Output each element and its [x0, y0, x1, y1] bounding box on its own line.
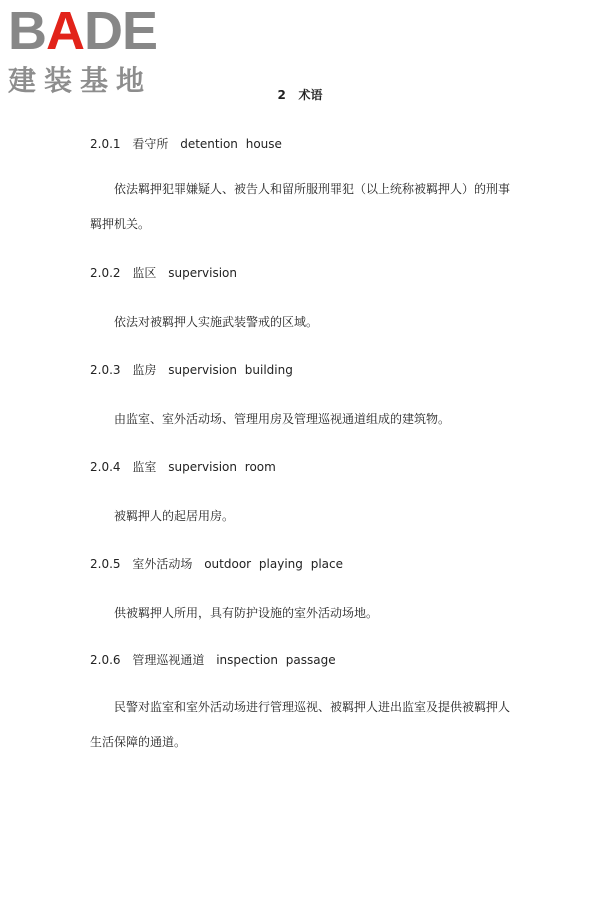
- term-definition: 被羁押人的起居用房。: [114, 509, 235, 523]
- term-definition: 依法羁押犯罪嫌疑人、被告人和留所服刑罪犯（以上统称被羁押人）的刑事羁押机关。: [90, 182, 511, 231]
- logo-letter-d: D: [84, 1, 122, 61]
- term-definition: 依法对被羁押人实施武装警戒的区域。: [114, 315, 319, 329]
- bade-logo: [8, 1, 178, 98]
- term-heading: [90, 556, 351, 572]
- term-chinese: 监区: [132, 266, 157, 280]
- term-heading: [90, 265, 245, 281]
- logo-letter-e: E: [122, 1, 158, 61]
- term-definition: 由监室、室外活动场、管理用房及管理巡视通道组成的建筑物。: [114, 412, 451, 426]
- term-english: inspection passage: [216, 653, 336, 667]
- term-heading: [90, 652, 344, 668]
- term-number: 2.0.5: [90, 557, 121, 571]
- term-chinese: 看守所: [132, 137, 169, 151]
- term-number: 2.0.1: [90, 137, 121, 151]
- chapter-name: 术语: [298, 88, 323, 102]
- term-chinese: 管理巡视通道: [132, 653, 205, 667]
- term-english: detention house: [180, 137, 282, 151]
- term-number: 2.0.3: [90, 363, 121, 377]
- term-number: 2.0.4: [90, 460, 121, 474]
- term-chinese: 室外活动场: [132, 557, 193, 571]
- term-definition: 民警对监室和室外活动场进行管理巡视、被羁押人进出监室及提供被羁押人生活保障的通道。: [90, 700, 511, 749]
- term-english: supervision: [168, 266, 237, 280]
- term-number: 2.0.6: [90, 653, 121, 667]
- term-english: outdoor playing place: [204, 557, 343, 571]
- term-chinese: 监房: [132, 363, 157, 377]
- term-number: 2.0.2: [90, 266, 121, 280]
- term-english: supervision building: [168, 363, 293, 377]
- logo-letter-a: A: [46, 1, 84, 61]
- logo-chinese-text: 建装基地: [8, 64, 153, 97]
- term-heading: [90, 136, 290, 152]
- term-heading: [90, 459, 284, 475]
- logo-letter-b: B: [8, 1, 46, 61]
- term-heading: [90, 362, 301, 378]
- term-definition: 供被羁押人所用，具有防护设施的室外活动场地。: [114, 606, 379, 620]
- term-chinese: 监室: [132, 460, 157, 474]
- term-english: supervision room: [168, 460, 276, 474]
- logo-wordmark: [8, 1, 178, 61]
- chapter-title: [0, 87, 600, 103]
- chapter-number: 2: [277, 88, 286, 102]
